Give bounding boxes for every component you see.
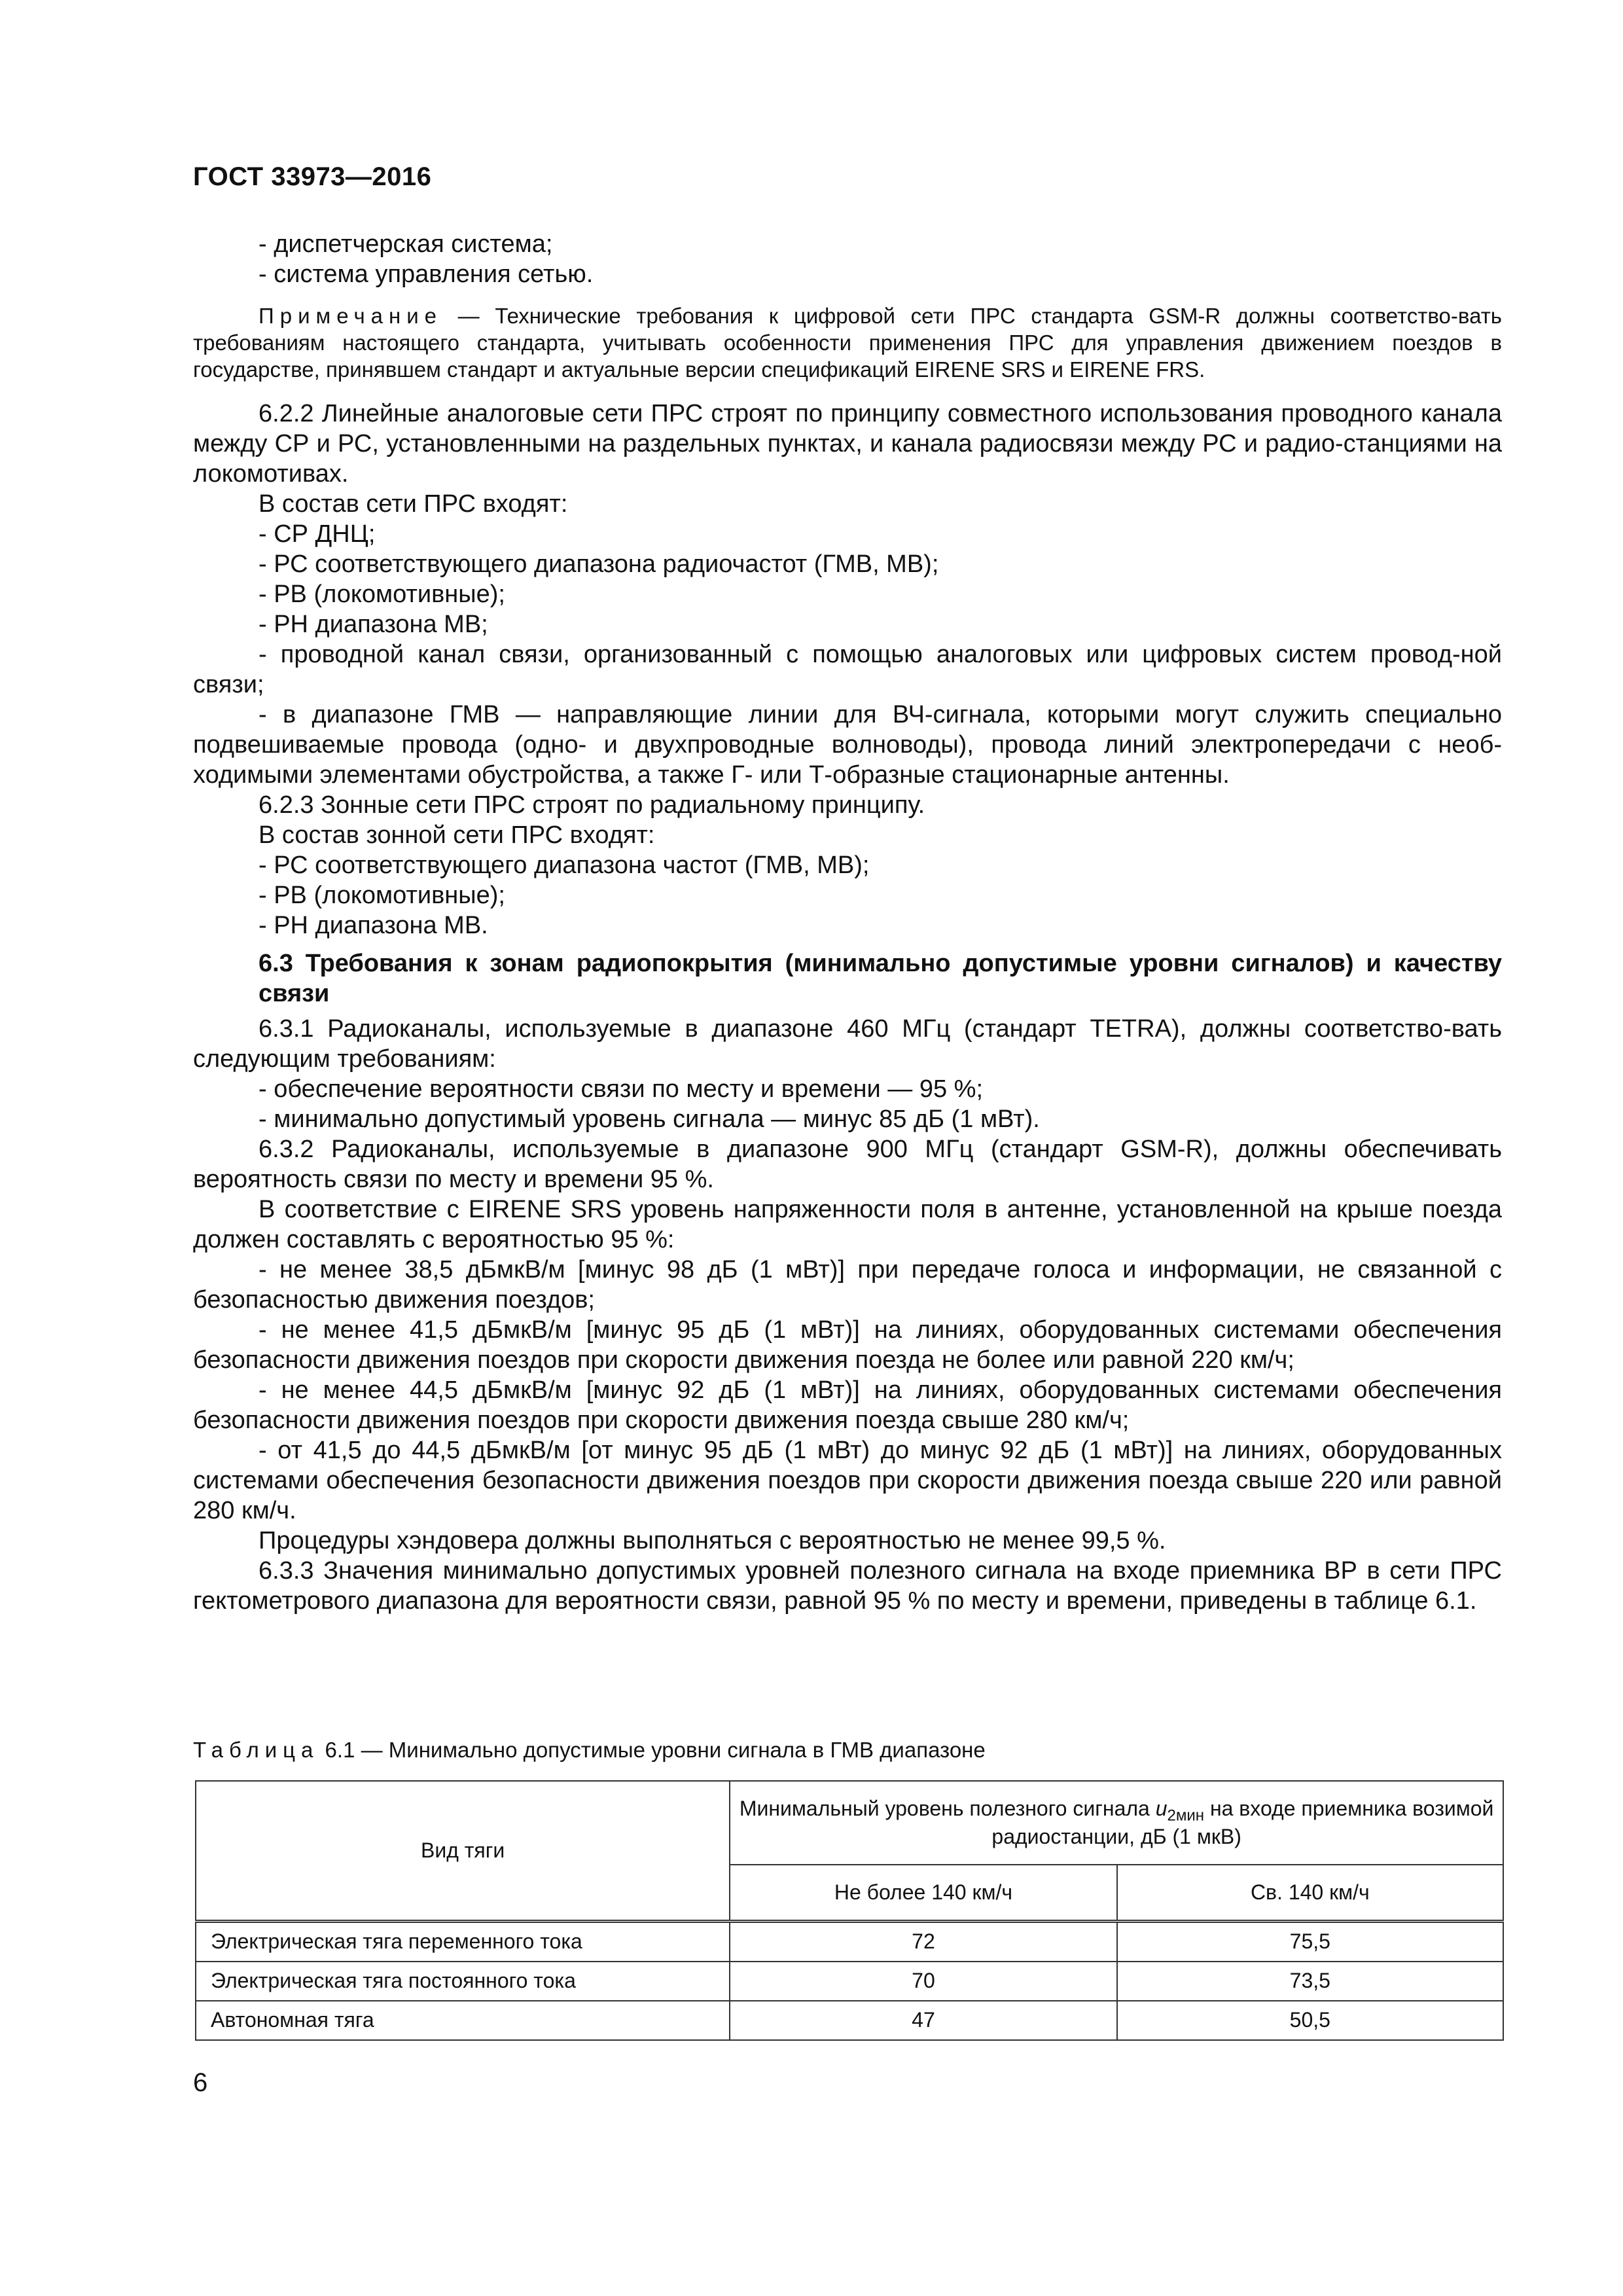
- table-row: [196, 1921, 1503, 1962]
- paragraph-6-3-2: 6.3.2 Радиоканалы, используемые в диапазоне 900 МГц (стандарт GSM-R), должны обеспечивать вероятность связи по месту и времени 95 %.: [193, 1136, 1502, 1193]
- list-item: - не менее 41,5 дБмкВ/м [минус 95 дБ (1 мВт)] на линиях, оборудованных системами обеспечения безопасности движения поездов при скорости движения поезда не более или равной 220 км/ч;: [193, 1316, 1502, 1374]
- list-item: - РН диапазона МВ.: [259, 912, 488, 939]
- list-item: - не менее 38,5 дБмкВ/м [минус 98 дБ (1 мВт)] при передаче голоса и информации, не связанной с безопасностью движения поездов;: [193, 1256, 1502, 1314]
- list-item: - минимально допустимый уровень сигнала — минус 85 дБ (1 мВт).: [259, 1105, 1040, 1133]
- list-item: - не менее 44,5 дБмкВ/м [минус 92 дБ (1 мВт)] на линиях, оборудованных системами обеспечения безопасности движения поездов при скорости движения поезда свыше 280 км/ч;: [193, 1376, 1502, 1434]
- column-group-header: [730, 1781, 1503, 1865]
- table-row: [196, 1962, 1503, 2001]
- column-header-speed-high: Св. 140 км/ч: [1117, 1865, 1503, 1921]
- document-body: [193, 229, 1502, 1616]
- group-header-sub: 2мин: [1167, 1806, 1205, 1825]
- list-item: - РВ (локомотивные);: [259, 581, 505, 608]
- list-item: - РС соответствующего диапазона радиочастот (ГМВ, МВ);: [259, 550, 939, 578]
- column-header-traction: Вид тяги: [196, 1781, 730, 1921]
- row-name: Автономная тяга: [196, 2001, 730, 2040]
- note-label: Примечание: [259, 304, 443, 328]
- signal-levels-table: [195, 1780, 1504, 2041]
- page-number: 6: [193, 2068, 208, 2097]
- list-item: - РС соответствующего диапазона частот (ГМВ, МВ);: [259, 852, 870, 879]
- paragraph-6-2-3: 6.2.3 Зонные сети ПРС строят по радиальному принципу.: [259, 791, 925, 819]
- row-name: Электрическая тяга переменного тока: [196, 1921, 730, 1962]
- row-name: Электрическая тяга постоянного тока: [196, 1962, 730, 2001]
- list-item: - РН диапазона МВ;: [259, 611, 488, 638]
- cell-value: 75,5: [1117, 1921, 1503, 1962]
- list-item: - РВ (локомотивные);: [259, 882, 505, 909]
- cell-value: 50,5: [1117, 2001, 1503, 2040]
- table-caption-text: 6.1 — Минимально допустимые уровни сигнала в ГМВ диапазоне: [319, 1738, 986, 1762]
- paragraph: В состав сети ПРС входят:: [259, 490, 568, 518]
- group-header-var: u: [1155, 1796, 1168, 1820]
- list-item: - от 41,5 до 44,5 дБмкВ/м [от минус 95 дБ (1 мВт) до минус 92 дБ (1 мВт)] на линиях, оборудованных системами обеспечения безопасности движения поездов при скорости движения поезда свыше 220 или равной 280 км/ч.: [193, 1437, 1502, 1524]
- list-item: - проводной канал связи, организованный с помощью аналоговых или цифровых систем провод-ной связи;: [193, 641, 1502, 698]
- table-caption-label: Таблица: [193, 1738, 319, 1762]
- cell-value: 73,5: [1117, 1962, 1503, 2001]
- list-item: - система управления сетью.: [259, 260, 594, 288]
- cell-value: 72: [730, 1921, 1116, 1962]
- list-item: - СР ДНЦ;: [259, 520, 376, 548]
- paragraph: В состав зонной сети ПРС входят:: [259, 821, 655, 849]
- list-item: - обеспечение вероятности связи по месту и времени — 95 %;: [259, 1075, 984, 1103]
- cell-value: 47: [730, 2001, 1116, 2040]
- section-heading-6-3: 6.3 Требования к зонам радиопокрытия (минимально допустимые уровни сигналов) и качеству связи: [259, 950, 1502, 1007]
- group-header-pre: Минимальный уровень полезного сигнала: [739, 1796, 1156, 1820]
- paragraph-6-3-1: 6.3.1 Радиоканалы, используемые в диапазоне 460 МГц (стандарт TETRA), должны соответство-вать следующим требованиям:: [193, 1015, 1502, 1073]
- paragraph: В соответствие с EIRENE SRS уровень напряженности поля в антенне, установленной на крыше поезда должен составлять с вероятностью 95 %:: [193, 1196, 1502, 1253]
- paragraph: Процедуры хэндовера должны выполняться с вероятностью не менее 99,5 %.: [259, 1527, 1166, 1554]
- paragraph-6-3-3: 6.3.3 Значения минимально допустимых уровней полезного сигнала на входе приемника ВР в сети ПРС гектометрового диапазона для вероятности связи, равной 95 % по месту и времени, приведены в таблице 6.1.: [193, 1557, 1502, 1615]
- note-paragraph: [193, 302, 1502, 383]
- group-header-post: на входе приемника возимой радиостанции, дБ (1 мкВ): [991, 1796, 1494, 1849]
- document-header: ГОСТ 33973—2016: [193, 162, 432, 191]
- list-item: - в диапазоне ГМВ — направляющие линии для ВЧ-сигнала, которыми могут служить специально подвешиваемые провода (одно- и двухпроводные волноводы), провода линий электропередачи с необ-ходимыми элементами обустройства, а также Г- или Т-образные стационарные антенны.: [193, 701, 1502, 789]
- note-text: — Технические требования к цифровой сети ПРС стандарта GSM-R должны соответство-вать требованиям настоящего стандарта, учитывать особенности применения ПРС для управления движением поездов в государстве, принявшем стандарт и актуальные версии спецификаций EIRENE SRS и EIRENE FRS.: [193, 304, 1502, 382]
- table-caption: [193, 1738, 986, 1763]
- list-item: - диспетчерская система;: [259, 230, 553, 258]
- column-header-speed-low: Не более 140 км/ч: [730, 1865, 1116, 1921]
- cell-value: 70: [730, 1962, 1116, 2001]
- table-row: [196, 2001, 1503, 2040]
- paragraph-6-2-2: 6.2.2 Линейные аналоговые сети ПРС строят по принципу совместного использования проводного канала между СР и РС, установленными на раздельных пунктах, и канала радиосвязи между РС и радио-станциями на локомотивах.: [193, 400, 1502, 488]
